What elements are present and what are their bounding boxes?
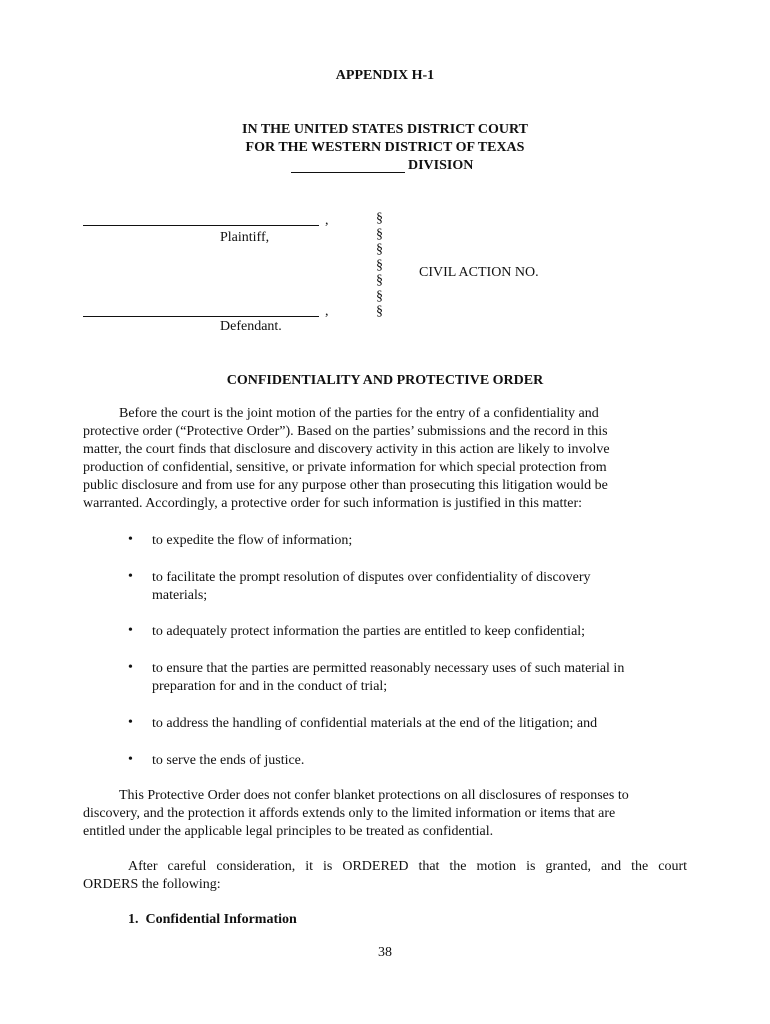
list-item-line: to ensure that the parties are permitted reasonably necessary uses of such material in (152, 661, 625, 676)
defendant-comma: , (325, 304, 329, 319)
section-mark: § (376, 211, 383, 226)
list-item-line: materials; (152, 588, 208, 603)
defendant-name-line (83, 316, 319, 317)
paragraph-line: warranted. Accordingly, a protective order for such information is justified in this matter: (83, 496, 583, 511)
section-mark: § (376, 304, 383, 319)
paragraph-line: This Protective Order does not confer blanket protections on all disclosures of responses to (119, 788, 629, 803)
list-item-line: to expedite the flow of information; (152, 533, 353, 548)
list-item-line: preparation for and in the conduct of trial; (152, 679, 388, 694)
defendant-label: Defendant. (220, 319, 282, 334)
division-label: DIVISION (408, 158, 474, 173)
court-line-2: FOR THE WESTERN DISTRICT OF TEXAS (245, 140, 525, 155)
list-item-line: to address the handling of confidential materials at the end of the litigation; and (152, 716, 598, 731)
bullet-icon: • (128, 623, 133, 638)
scope-paragraph (83, 787, 693, 841)
paragraph-line: entitled under the applicable legal principles to be treated as confidential. (83, 824, 494, 839)
paragraph-line: production of confidential, sensitive, or private information for which special protection from (83, 460, 607, 475)
paragraph-line: protective order (“Protective Order”). Based on the parties’ submissions and the record in this (83, 424, 608, 439)
list-item-line: to serve the ends of justice. (152, 753, 305, 768)
civil-action-label: CIVIL ACTION NO. (419, 265, 539, 280)
list-item (152, 569, 692, 605)
intro-paragraph (83, 405, 693, 513)
section-heading: 1. Confidential Information (128, 912, 297, 927)
division-blank-line (291, 172, 405, 173)
bullet-icon: • (128, 660, 133, 675)
page-number: 38 (378, 945, 392, 960)
paragraph-line: matter, the court finds that disclosure and discovery activity in this action are likely to involve (83, 442, 610, 457)
list-item (152, 715, 692, 733)
section-marks (376, 211, 390, 320)
paragraph-line: Before the court is the joint motion of the parties for the entry of a confidentiality and (119, 406, 599, 421)
order-title: CONFIDENTIALITY AND PROTECTIVE ORDER (226, 373, 544, 388)
bullet-icon: • (128, 569, 133, 584)
list-item (152, 752, 692, 770)
list-item (152, 532, 692, 550)
section-mark: § (376, 226, 383, 242)
section-mark: § (376, 288, 383, 304)
paragraph-line: After careful consideration, it is ORDERED that the motion is granted, and the court (128, 859, 687, 874)
plaintiff-label: Plaintiff, (220, 230, 270, 245)
section-mark: § (376, 273, 383, 288)
bullet-icon: • (128, 715, 133, 730)
bullet-icon: • (128, 752, 133, 767)
plaintiff-name-line (83, 225, 319, 226)
section-mark: § (376, 257, 383, 273)
plaintiff-comma: , (325, 213, 329, 228)
list-item-line: to facilitate the prompt resolution of disputes over confidentiality of discovery (152, 570, 591, 585)
list-item (152, 623, 692, 641)
appendix-title: APPENDIX H-1 (335, 68, 435, 83)
paragraph-line: ORDERS the following: (83, 877, 221, 892)
paragraph-line: discovery, and the protection it affords extends only to the limited information or items that are (83, 806, 616, 821)
list-item-line: to adequately protect information the parties are entitled to keep confidential; (152, 624, 586, 639)
section-mark: § (376, 242, 383, 257)
list-item (152, 660, 692, 696)
paragraph-line: public disclosure and from use for any purpose other than prosecuting this litigation would be (83, 478, 608, 493)
court-line-1: IN THE UNITED STATES DISTRICT COURT (242, 122, 528, 137)
bullet-icon: • (128, 532, 133, 547)
ordered-paragraph (83, 858, 687, 894)
